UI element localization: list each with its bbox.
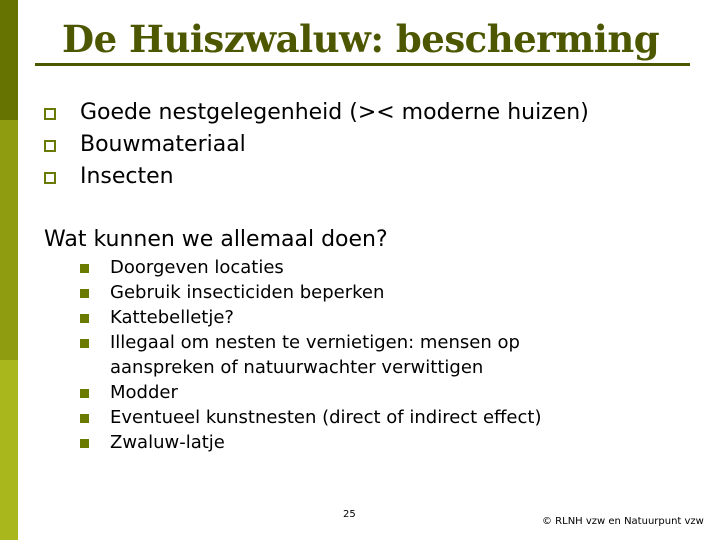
hollow-square-bullet-icon [44,140,56,152]
slide-title: De Huiszwaluw: bescherming [62,17,660,61]
side-bar-top-segment [0,0,18,120]
side-bar-middle-segment [0,120,18,360]
subheading: Wat kunnen we allemaal doen? [44,227,388,252]
action-item-text: Gebruik insecticiden beperken [110,282,385,303]
main-point [44,129,589,161]
filled-square-bullet-icon [80,314,89,323]
main-point [44,161,589,193]
side-color-bar [0,0,18,540]
action-item [80,305,610,330]
filled-square-bullet-icon [80,339,89,348]
action-item-text: Eventueel kunstnesten (direct of indirect effect) [110,407,542,428]
action-item [80,280,610,305]
action-item-text: Modder [110,382,178,403]
action-item [80,405,610,430]
side-bar-bottom-segment [0,360,18,540]
action-item-text: Illegaal om nesten te vernietigen: mensen op aanspreken of natuurwachter verwittigen [110,332,520,378]
main-point [44,97,589,129]
main-point-text: Goede nestgelegenheid (>< moderne huizen) [80,100,589,125]
action-item [80,330,610,380]
filled-square-bullet-icon [80,264,89,273]
action-item [80,380,610,405]
filled-square-bullet-icon [80,289,89,298]
action-item-text: Zwaluw-latje [110,432,225,453]
hollow-square-bullet-icon [44,108,56,120]
page-number: 25 [343,509,356,520]
action-item-text: Doorgeven locaties [110,257,284,278]
filled-square-bullet-icon [80,389,89,398]
action-item-text: Kattebelletje? [110,307,234,328]
filled-square-bullet-icon [80,439,89,448]
main-point-text: Insecten [80,164,174,189]
main-points-list [44,97,589,193]
title-underline [35,63,690,66]
hollow-square-bullet-icon [44,172,56,184]
actions-list [80,255,610,455]
main-point-text: Bouwmateriaal [80,132,246,157]
action-item [80,255,610,280]
action-item [80,430,610,455]
filled-square-bullet-icon [80,414,89,423]
copyright-notice: © RLNH vzw en Natuurpunt vzw [542,516,704,527]
